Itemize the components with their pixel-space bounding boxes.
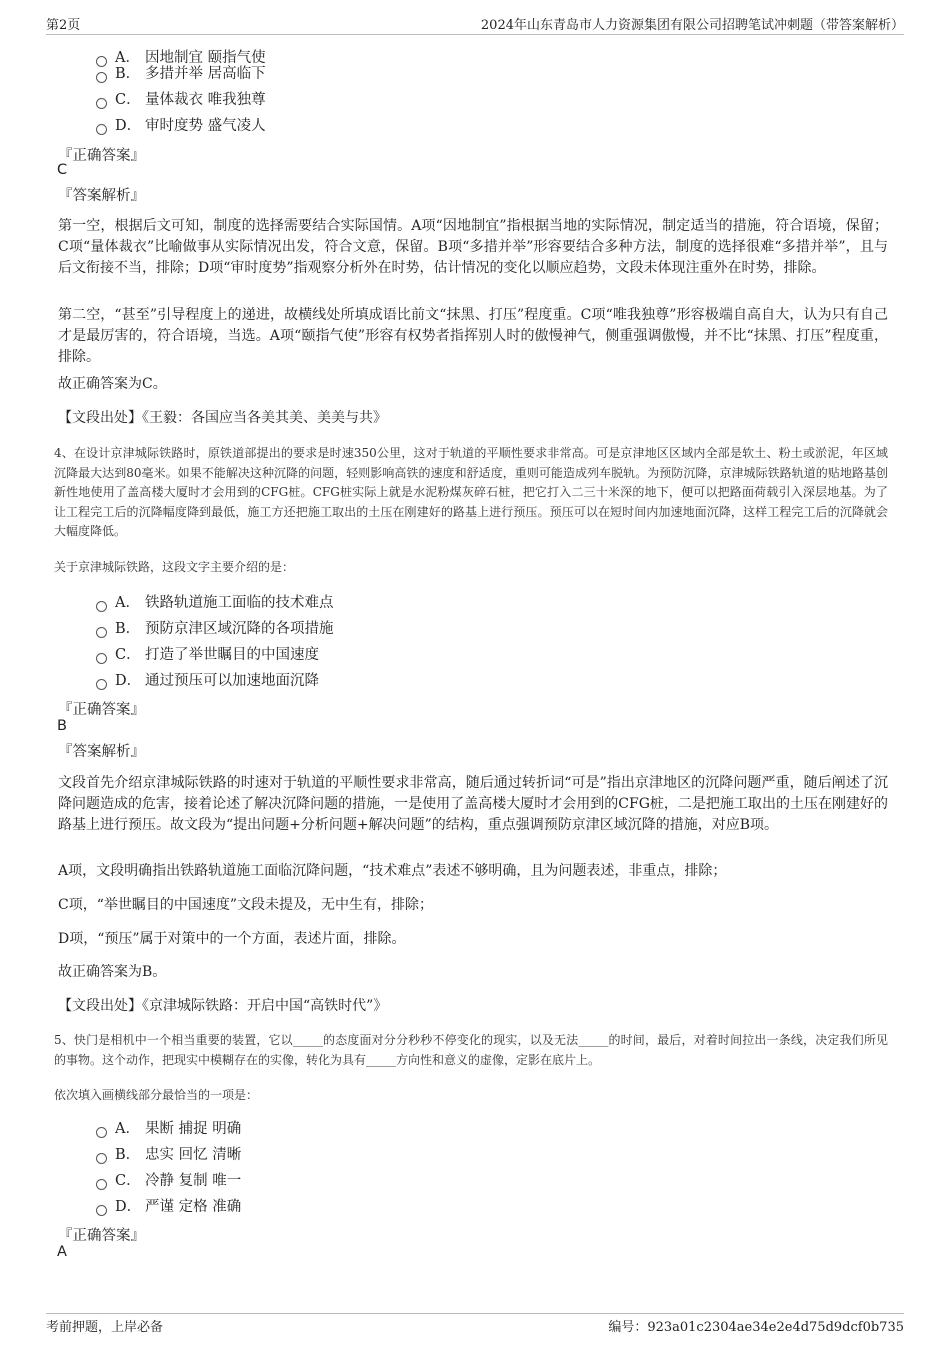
radio-icon[interactable] — [96, 1153, 107, 1164]
radio-icon[interactable] — [96, 1205, 107, 1216]
q3-conclusion: 故正确答案为C。 — [58, 376, 167, 392]
q5-option-c[interactable]: C． 冷静 复制 唯一 — [96, 1171, 241, 1191]
q5-option-b[interactable]: B． 忠实 回忆 清晰 — [96, 1145, 241, 1165]
radio-icon[interactable] — [96, 1179, 107, 1190]
q5-question: 依次填入画横线部分最恰当的一项是： — [54, 1088, 259, 1102]
q3-option-d[interactable]: D． 审时度势 盛气凌人 — [96, 116, 266, 136]
q3-option-a[interactable]: A． 因地制宜 颐指气使 — [96, 48, 266, 68]
radio-icon[interactable] — [96, 627, 107, 638]
q3-source: 【文段出处】《王毅：各国应当各美其美、美美与共》 — [58, 410, 387, 426]
radio-icon[interactable] — [96, 679, 107, 690]
q4-stem: 4、在设计京津城际铁路时，原铁道部提出的要求是时速350公里，这对于轨道的平顺性要求非常高。可是京津地区区域内全部是软土、粉土或淤泥，年区域沉降最大达到80毫米。如果不能解决这种沉降的问题，轻则影响高铁的速度和舒适度，重则可能造成列车脱轨。为预防沉降，京津城际铁路轨道的贴地路基创新性地使用了盖高楼大厦时才会用到的CFG桩。CFG桩实际上就是水泥粉煤灰碎石桩，把它打入二三十米深的地下，便可以把路面荷载引入深层地基。为了让工程完工后的沉降幅度降到最低，施工方还把施工取出的土压在刚建好的路基上进行预压。预压可以在短时间内加速地面沉降，这样工程完工后的沉降就会大幅度降低。 — [54, 446, 888, 538]
q5-answer: A — [57, 1244, 67, 1260]
q4-option-a[interactable]: A． 铁路轨道施工面临的技术难点 — [96, 593, 334, 613]
q3-answer: C — [57, 162, 68, 178]
q5-stem: 5、快门是相机中一个相当重要的装置，它以_____的态度面对分分秒秒不停变化的现实，以及无法_____的时间，最后，对着时间拉出一条线，决定我们所见的事物。这个动作，把现实中模糊存在的实像，转化为具有_____方向性和意义的虚像，定影在底片上。 — [54, 1033, 888, 1067]
footer-slogan: 考前押题，上岸必备 — [46, 1320, 164, 1335]
q4-conclusion: 故正确答案为B。 — [58, 964, 167, 980]
page-footer — [46, 1313, 904, 1335]
q3-analysis-paragraph-2: 第二空，“甚至”引导程度上的递进，故横线处所填成语比前文“抹黑、打压”程度重。C项“唯我独尊”形容极端自高自大，认为只有自己才是最厉害的，符合语境，当选。A项“颐指气使”形容有权势者指挥别人时的傲慢神气，侧重强调傲慢，并不比“抹黑、打压”程度重，排除。 — [58, 307, 888, 365]
radio-icon[interactable] — [96, 653, 107, 664]
q4-analysis-paragraph-3: C项，“举世瞩目的中国速度”文段未提及，无中生有，排除； — [58, 897, 434, 913]
radio-icon[interactable] — [96, 72, 107, 83]
q4-option-b[interactable]: B． 预防京津区域沉降的各项措施 — [96, 619, 334, 639]
page-number: 第2页 — [46, 18, 81, 33]
radio-icon[interactable] — [96, 601, 107, 612]
q3-analysis-label: 『答案解析』 — [58, 188, 145, 204]
radio-icon[interactable] — [96, 98, 107, 109]
q3-answer-label: 『正确答案』 — [58, 148, 145, 164]
q5-option-a[interactable]: A． 果断 捕捉 明确 — [96, 1119, 241, 1139]
q4-answer: B — [57, 718, 67, 734]
q3-analysis-paragraph-1: 第一空，根据后文可知，制度的选择需要结合实际国情。A项“因地制宜”指根据当地的实际情况，制定适当的措施，符合语境，保留；C项“量体裁衣”比喻做事从实际情况出发，符合文意，保留。B项“多措并举”形容要结合多种方法，制度的选择很难“多措并举”，且与后文衔接不当，排除；D项“审时度势”指观察分析外在时势，估计情况的变化以顺应趋势，文段未体现注重外在时势，排除。 — [58, 218, 888, 276]
q4-analysis-paragraph-4: D项，“预压”属于对策中的一个方面，表述片面，排除。 — [58, 931, 406, 947]
radio-icon[interactable] — [96, 1127, 107, 1138]
q4-option-d[interactable]: D． 通过预压可以加速地面沉降 — [96, 671, 319, 691]
q5-option-d[interactable]: D． 严谨 定格 准确 — [96, 1197, 241, 1217]
q4-analysis-paragraph-2: A项，文段明确指出铁路轨道施工面临沉降问题，“技术难点”表述不够明确，且为问题表述，非重点，排除； — [58, 863, 727, 879]
q4-analysis-paragraph-1: 文段首先介绍京津城际铁路的时速对于轨道的平顺性要求非常高，随后通过转折词“可是”指出京津地区的沉降问题严重，随后阐述了沉降问题造成的危害，接着论述了解决沉降问题的措施，一是使用了盖高楼大厦时才会用到的CFG桩，二是把施工取出的土压在刚建好的路基上进行预压。故文段为“提出问题+分析问题+解决问题”的结构，重点强调预防京津区域沉降的措施，对应B项。 — [58, 775, 888, 833]
q4-analysis-label: 『答案解析』 — [58, 744, 145, 760]
q3-option-b[interactable]: B． 多措并举 居高临下 — [96, 64, 266, 84]
q4-answer-label: 『正确答案』 — [58, 702, 145, 718]
q4-option-c[interactable]: C． 打造了举世瞩目的中国速度 — [96, 645, 319, 665]
radio-icon[interactable] — [96, 124, 107, 135]
page-header — [46, 14, 904, 35]
q4-question: 关于京津城际铁路，这段文字主要介绍的是： — [54, 560, 295, 574]
document-id: 编号：923a01c2304ae34e2e4d75d9dcf0b735 — [608, 1320, 904, 1335]
q3-option-c[interactable]: C． 量体裁衣 唯我独尊 — [96, 90, 266, 110]
q4-source: 【文段出处】《京津城际铁路：开启中国“高铁时代”》 — [58, 998, 388, 1014]
document-title: 2024年山东青岛市人力资源集团有限公司招聘笔试冲刺题（带答案解析） — [480, 18, 904, 33]
q5-answer-label: 『正确答案』 — [58, 1228, 145, 1244]
